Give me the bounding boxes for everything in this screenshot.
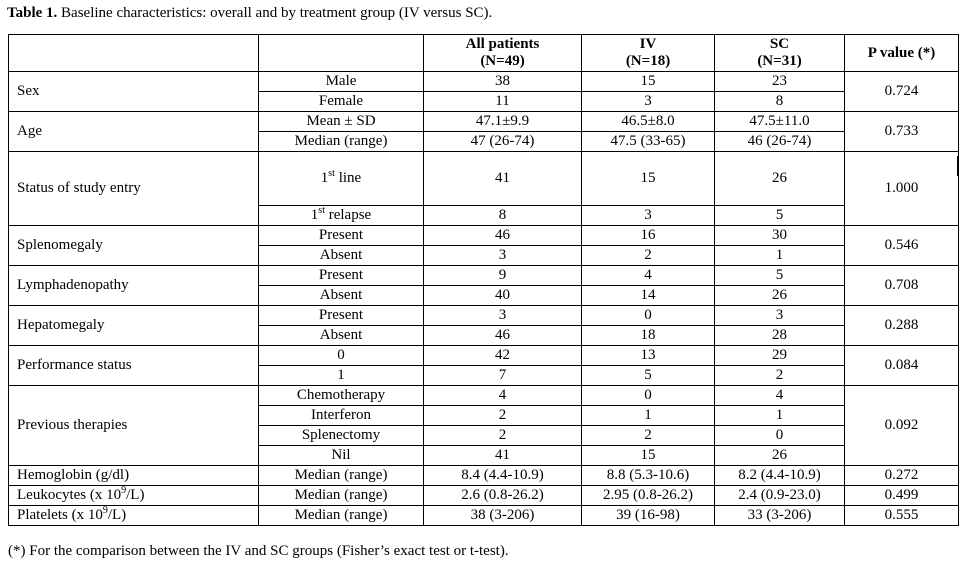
sub-label: Mean ± SD [259,112,424,132]
table-row [9,226,959,246]
header-sc: SC (N=31) [715,35,845,72]
baseline-table [8,34,959,526]
cell-sc: 2.4 (0.9-23.0) [715,486,845,506]
cell-sc: 5 [715,206,845,226]
cell-iv: 2 [582,246,715,266]
cell-all: 40 [424,286,582,306]
sub-label: 1 [259,366,424,386]
cell-all: 7 [424,366,582,386]
row-label-leukocytes: Leukocytes (x $10^9/L$) [9,486,259,506]
cell-iv: 15 [582,446,715,466]
cell-iv: 8.8 (5.3-10.6) [582,466,715,486]
cell-p-value: 0.724 [845,72,959,112]
row-label-platelets: Platelets (x $10^9/L$) [9,506,259,526]
table-row [9,112,959,132]
cell-iv: 14 [582,286,715,306]
sub-label: Nil [259,446,424,466]
cell-iv: 13 [582,346,715,366]
cell-iv: 18 [582,326,715,346]
cell-p-value: 0.708 [845,266,959,306]
row-label-previous-therapies: Previous therapies [9,386,259,466]
sub-label: 1st line [259,152,424,206]
footnote: (*) For the comparison between the IV and SC groups (Fisher’s exact test or t-test). [8,543,509,559]
sub-label: Absent [259,286,424,306]
cell-iv: 5 [582,366,715,386]
cell-p-value: 0.084 [845,346,959,386]
cell-sc: 3 [715,306,845,326]
header-p-value: P value (*) [845,35,959,72]
cell-p-value: 0.733 [845,112,959,152]
edge-marker [957,156,959,176]
sub-label: Male [259,72,424,92]
sub-label: Median (range) [259,486,424,506]
cell-all: 38 (3-206) [424,506,582,526]
row-label-lymphadenopathy: Lymphadenopathy [9,266,259,306]
row-label-status: Status of study entry [9,152,259,226]
cell-sc: 0 [715,426,845,446]
cell-all: 46 [424,326,582,346]
cell-all: 2 [424,426,582,446]
sub-label: Absent [259,326,424,346]
cell-iv: 4 [582,266,715,286]
sub-label: Absent [259,246,424,266]
cell-iv: 0 [582,306,715,326]
cell-all: 11 [424,92,582,112]
sub-label: Female [259,92,424,112]
row-label-performance-status: Performance status [9,346,259,386]
cell-iv: 1 [582,406,715,426]
cell-iv: 3 [582,92,715,112]
cell-iv: 39 (16-98) [582,506,715,526]
cell-all: 38 [424,72,582,92]
cell-sc: 1 [715,246,845,266]
cell-p-value: 0.288 [845,306,959,346]
sub-label: 1st relapse [259,206,424,226]
row-label-hepatomegaly: Hepatomegaly [9,306,259,346]
cell-all: 8.4 (4.4-10.9) [424,466,582,486]
row-label-sex: Sex [9,72,259,112]
cell-all: 42 [424,346,582,366]
cell-sc: 8 [715,92,845,112]
header-iv: IV (N=18) [582,35,715,72]
cell-sc: 8.2 (4.4-10.9) [715,466,845,486]
cell-all: 47.1±9.9 [424,112,582,132]
cell-sc: 2 [715,366,845,386]
sub-label: Interferon [259,406,424,426]
row-label-hemoglobin: Hemoglobin (g/dl) [9,466,259,486]
table-row [9,466,959,486]
cell-all: 2.6 (0.8-26.2) [424,486,582,506]
sub-label: Splenectomy [259,426,424,446]
cell-iv: 3 [582,206,715,226]
cell-p-value: 0.499 [845,486,959,506]
cell-all: 46 [424,226,582,246]
cell-p-value: 1.000 [845,152,959,226]
table-caption [7,3,492,23]
table-row [9,152,959,206]
sub-label: Present [259,266,424,286]
cell-sc: 33 (3-206) [715,506,845,526]
sub-label: Present [259,226,424,246]
sub-label: 0 [259,346,424,366]
sub-label: Chemotherapy [259,386,424,406]
cell-all: 3 [424,246,582,266]
cell-sc: 47.5±11.0 [715,112,845,132]
cell-sc: 26 [715,152,845,206]
cell-all: 47 (26-74) [424,132,582,152]
table-row [9,72,959,92]
header-all-patients: All patients (N=49) [424,35,582,72]
cell-iv: 15 [582,72,715,92]
cell-sc: 46 (26-74) [715,132,845,152]
cell-sc: 29 [715,346,845,366]
cell-all: 4 [424,386,582,406]
cell-sc: 30 [715,226,845,246]
cell-iv: 2.95 (0.8-26.2) [582,486,715,506]
cell-all: 2 [424,406,582,426]
table-row [9,386,959,406]
cell-p-value: 0.546 [845,226,959,266]
row-label-age: Age [9,112,259,152]
cell-sc: 26 [715,286,845,306]
header-blank [9,35,259,72]
cell-sc: 28 [715,326,845,346]
cell-iv: 0 [582,386,715,406]
cell-all: 8 [424,206,582,226]
cell-p-value: 0.555 [845,506,959,526]
sub-label: Present [259,306,424,326]
cell-iv: 16 [582,226,715,246]
table-row [9,346,959,366]
cell-iv: 15 [582,152,715,206]
sub-label: Median (range) [259,466,424,486]
cell-iv: 46.5±8.0 [582,112,715,132]
table-row [9,306,959,326]
sub-label: Median (range) [259,132,424,152]
cell-all: 41 [424,152,582,206]
cell-all: 3 [424,306,582,326]
caption-text: Baseline characteristics: overall and by treatment group (IV versus SC). [57,5,493,21]
header-blank [259,35,424,72]
cell-sc: 23 [715,72,845,92]
cell-sc: 1 [715,406,845,426]
cell-all: 41 [424,446,582,466]
table-row [9,266,959,286]
cell-sc: 4 [715,386,845,406]
cell-iv: 2 [582,426,715,446]
cell-sc: 5 [715,266,845,286]
cell-iv: 47.5 (33-65) [582,132,715,152]
caption-label: Table 1. [7,5,58,21]
sub-label: Median (range) [259,506,424,526]
header-row [9,35,959,72]
cell-all: 9 [424,266,582,286]
cell-p-value: 0.092 [845,386,959,466]
table-row [9,506,959,526]
row-label-splenomegaly: Splenomegaly [9,226,259,266]
cell-p-value: 0.272 [845,466,959,486]
cell-sc: 26 [715,446,845,466]
table-row [9,486,959,506]
